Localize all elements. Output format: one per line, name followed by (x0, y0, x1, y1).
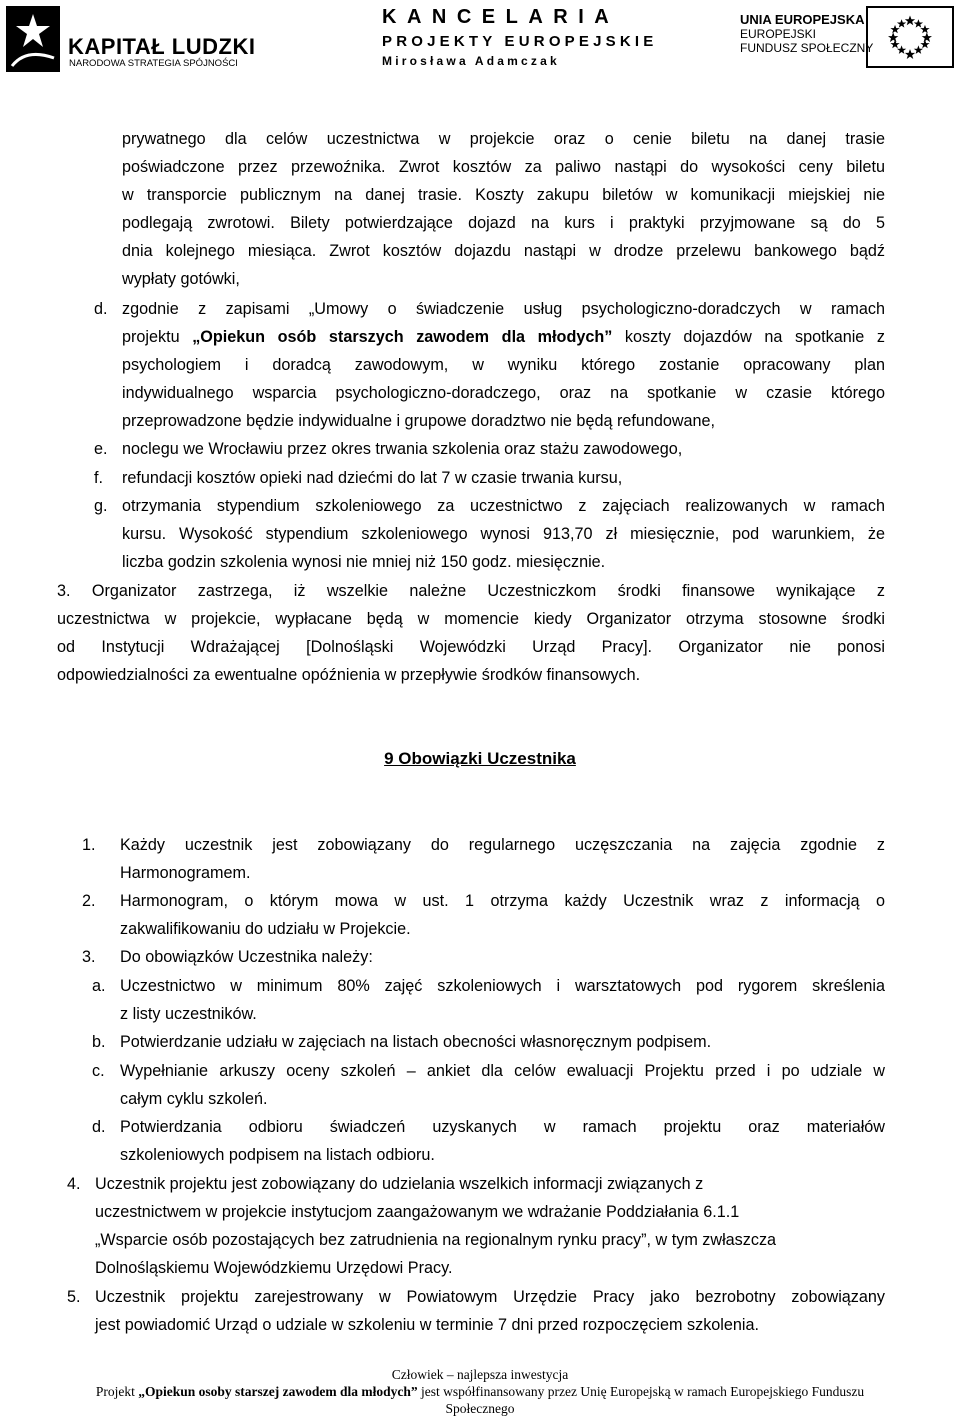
list-label: d. (92, 1118, 106, 1136)
kancelaria-logo (382, 6, 658, 76)
list-item-line: Harmonogramem. (120, 864, 251, 882)
text-run: Projekt (95, 1384, 139, 1399)
paragraph-line: wypłaty gotówki, (122, 270, 240, 288)
list-label: d. (94, 300, 108, 318)
list-label: f. (94, 469, 103, 487)
paragraph-line: przeprowadzone będzie indywidualne i grupowe doradztwo nie będą refundowane, (122, 412, 716, 430)
footer-project-name: „Opiekun osoby starszej zawodem dla młodych” (138, 1384, 418, 1399)
section-heading-text: 9 Obowiązki Uczestnika (384, 749, 576, 768)
list-item-line: Każdy uczestnik jest zobowiązany do regularnego uczęszczania na zajęcia zgodnie z (120, 836, 885, 854)
list-item-line: Uczestnictwo w minimum 80% zajęć szkoleniowych i warsztatowych pod rygorem skreślenia (120, 977, 885, 995)
paragraph-line: 3. Organizator zastrzega, iż wszelkie należne Uczestniczkom środki finansowe wynikające z (57, 582, 885, 600)
paragraph-line: liczba godzin szkolenia wynosi nie mniej niż 150 godz. miesięcznie. (122, 553, 606, 571)
paragraph-line: zgodnie z zapisami „Umowy o świadczenie usług psychologiczno-doradczych w ramach (122, 300, 885, 318)
eu-fund-line1: EUROPEJSKI (740, 27, 817, 41)
list-item-line: Do obowiązków Uczestnika należy: (120, 948, 373, 966)
list-label: 1. (82, 836, 96, 854)
page-header (0, 0, 960, 80)
list-label: e. (94, 440, 108, 458)
text-run: projektu (122, 328, 193, 346)
list-label: 5. (67, 1288, 81, 1306)
list-item-line: z listy uczestników. (120, 1005, 257, 1023)
list-item-line: Potwierdzania odbioru świadczeń uzyskanych w ramach projektu oraz materiałów (120, 1118, 885, 1136)
kancelaria-title: KANCELARIA (382, 6, 620, 28)
list-label: 4. (67, 1175, 81, 1193)
paragraph-line: odpowiedzialności za ewentualne opóźnienia w przepływie środków finansowych. (57, 666, 641, 684)
list-label: c. (92, 1062, 105, 1080)
list-item-line: Wypełnianie arkuszy oceny szkoleń – ankiet dla celów ewaluacji Projektu przed i po udziale w (120, 1062, 885, 1080)
kancelaria-subtitle: PROJEKTY EUROPEJSKIE (382, 33, 658, 50)
paragraph-line: kursu. Wysokość stypendium szkoleniowego wynosi 913,70 zł miesięcznie, pod warunkiem, że (122, 525, 885, 543)
list-label: a. (92, 977, 106, 995)
list-item-line: szkoleniowych podpisem na listach odbioru. (120, 1146, 435, 1164)
kapital-ludzki-title: KAPITAŁ LUDZKI (68, 34, 256, 59)
paragraph-line: poświadczone przez przewoźnika. Zwrot kosztów za paliwo nastąpi do wysokości ceny biletu (122, 158, 885, 176)
project-name: „Opiekun osób starszych zawodem dla młodych” (192, 328, 613, 346)
paragraph-line: otrzymania stypendium szkoleniowego za uczestnictwo z zajęciach realizowanych w ramach (122, 497, 885, 515)
page-footer (0, 1366, 960, 1417)
list-item-line: jest powiadomić Urząd o udziale w szkoleniu w terminie 7 dni przed rozpoczęciem szkolenia. (95, 1316, 759, 1334)
eu-name: UNIA EUROPEJSKA (740, 12, 865, 27)
list-item-line: Harmonogram, o którym mowa w ust. 1 otrzyma każdy Uczestnik wraz z informacją o (120, 892, 885, 910)
kancelaria-owner: Mirosława Adamczak (382, 54, 560, 68)
list-item-line: całym cyklu szkoleń. (120, 1090, 268, 1108)
list-item-line: „Wsparcie osób pozostających bez zatrudnienia na regionalnym rynku pracy”, w tym zwłaszcza (95, 1231, 777, 1249)
list-label: 3. (82, 948, 96, 966)
text-run: koszty dojazdów na spotkanie z (612, 328, 886, 346)
list-item-line: zakwalifikowaniu do udziału w Projekcie. (120, 920, 411, 938)
list-item-line: Uczestnik projektu zarejestrowany w Powiatowym Urzędzie Pracy jako bezrobotny zobowiązany (95, 1288, 885, 1306)
footer-slogan: Człowiek – najlepsza inwestycja (391, 1367, 569, 1382)
list-label: g. (94, 497, 108, 515)
footer-last-line: Społecznego (445, 1401, 515, 1416)
paragraph-line: od Instytucji Wdrażającej [Dolnośląski Wojewódzki Urząd Pracy]. Organizator nie ponosi (57, 638, 885, 656)
list-label: 2. (82, 892, 96, 910)
kapital-ludzki-logo (6, 6, 256, 72)
eu-fund-line2: FUNDUSZ SPOŁECZNY (740, 41, 874, 55)
section-heading (0, 745, 960, 773)
text-run: jest współfinansowany przez Unię Europejską w ramach Europejskiego Funduszu (417, 1384, 865, 1399)
footer-project-line (0, 1383, 960, 1400)
paragraph-line: refundacji kosztów opieki nad dziećmi do lat 7 w czasie trwania kursu, (122, 469, 623, 487)
paragraph-line: dnia kolejnego miesiąca. Zwrot kosztów dojazdu nastąpi w drodze przelewu bankowego bądź (122, 242, 885, 260)
list-item-line: uczestnictwem w projekcie instytucjom zaangażowanym we wdrażanie Poddziałania 6.1.1 (95, 1203, 740, 1221)
paragraph-line: indywidualnego wsparcia psychologiczno-doradczego, oraz na spotkanie w czasie którego (122, 384, 885, 402)
eu-logo-text (740, 12, 873, 55)
kapital-ludzki-subtitle: NARODOWA STRATEGIA SPÓJNOŚCI (69, 58, 238, 69)
list-item-line: Uczestnik projektu jest zobowiązany do udzielania wszelkich informacji związanych z (95, 1175, 704, 1193)
kapital-ludzki-logo-icon (6, 6, 60, 72)
paragraph-line: noclegu we Wrocławiu przez okres trwania szkolenia oraz stażu zawodowego, (122, 440, 683, 458)
paragraph-line: w transporcie publicznym na danej trasie. Koszty zakupu biletów w komunikacji miejskiej nie (122, 186, 885, 204)
paragraph-line: psychologiem i doradcą zawodowym, w wyniku którego zostanie opracowany plan (122, 356, 885, 374)
list-item-line: Potwierdzanie udziału w zajęciach na listach obecności własnoręcznym podpisem. (120, 1033, 712, 1051)
paragraph-line: uczestnictwa w projekcie, wypłacane będą w momencie kiedy Organizator otrzyma stosowne środki (57, 610, 885, 628)
paragraph-line: podlegają zwrotowi. Bilety potwierdzające dojazd na kurs i praktyki przyjmowane są do 5 (122, 214, 885, 232)
paragraph-line: prywatnego dla celów uczestnictwa w projekcie oraz o cenie biletu na danej trasie (122, 130, 885, 148)
paragraph-line (122, 323, 885, 351)
list-label: b. (92, 1033, 106, 1051)
list-item-line: Dolnośląskiemu Wojewódzkiemu Urzędowi Pracy. (95, 1259, 453, 1277)
eu-flag-icon (866, 6, 954, 68)
